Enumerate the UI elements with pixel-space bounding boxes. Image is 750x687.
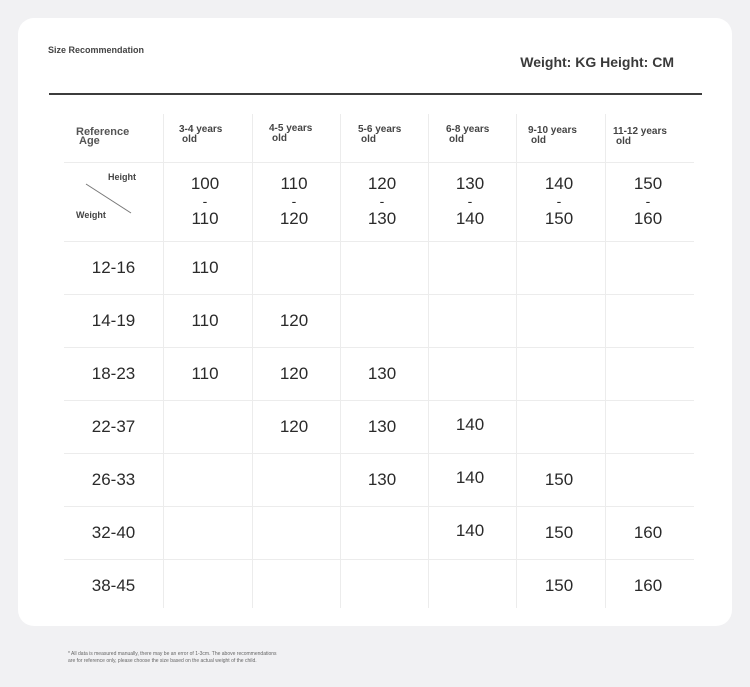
height-range-11-12: 150 - 160 xyxy=(633,174,663,228)
age-header-11-12: 11-12 years old xyxy=(613,126,667,147)
size-cell: 140 xyxy=(455,521,485,540)
size-cell: 110 xyxy=(191,364,219,383)
footnote-line-1: * All data is measured manually, there may be an error of 1-3cm. The above recommendations xyxy=(68,651,277,657)
size-cell: 150 xyxy=(544,576,574,595)
size-cell: 130 xyxy=(367,364,397,383)
age-header-9-10: 9-10 years old xyxy=(528,125,577,146)
size-cell: 110 xyxy=(191,311,219,330)
size-cell: 110 xyxy=(191,258,219,277)
size-cell: 130 xyxy=(367,417,397,436)
weight-axis-label: Weight xyxy=(76,210,106,220)
size-cell: 140 xyxy=(455,415,485,434)
age-header-4-5: 4-5 years old xyxy=(269,123,313,144)
reference-age-header xyxy=(76,128,129,146)
height-range-5-6: 120 - 130 xyxy=(367,174,397,228)
size-cell: 150 xyxy=(544,523,574,542)
weight-range-label: 14-19 xyxy=(91,311,136,330)
weight-range-label: 18-23 xyxy=(91,364,136,383)
size-cell: 130 xyxy=(367,470,397,489)
height-range-4-5: 110 - 120 xyxy=(279,174,309,228)
height-range-9-10: 140 - 150 xyxy=(544,174,574,228)
reference-label: Reference xyxy=(76,126,130,138)
weight-range-label: 32-40 xyxy=(91,523,136,542)
size-cell: 140 xyxy=(455,468,485,487)
units-label: Weight: KG Height: CM xyxy=(520,54,674,70)
footnote-line-2: are for reference only, please choose the size based on the actual weight of the child. xyxy=(68,658,257,664)
size-cell: 150 xyxy=(544,470,574,489)
size-cell: 120 xyxy=(279,311,309,330)
footnote xyxy=(68,651,348,665)
weight-range-label: 12-16 xyxy=(91,258,136,277)
height-axis-label: Height xyxy=(108,172,136,182)
header-divider xyxy=(49,93,702,95)
size-cell: 160 xyxy=(633,523,663,542)
size-cell: 120 xyxy=(279,417,309,436)
height-range-6-8: 130 - 140 xyxy=(455,174,485,228)
age-header-6-8: 6-8 years old xyxy=(446,124,490,145)
age-header-3-4: 3-4 years old xyxy=(179,124,223,145)
weight-range-label: 38-45 xyxy=(91,576,136,595)
size-table xyxy=(64,114,694,608)
weight-range-label: 26-33 xyxy=(91,470,136,489)
age-label: Age xyxy=(79,135,100,147)
height-range-3-4: 100 - 110 xyxy=(190,174,220,228)
size-cell: 160 xyxy=(633,576,663,595)
age-header-5-6: 5-6 years old xyxy=(358,124,402,145)
weight-range-label: 22-37 xyxy=(91,417,136,436)
size-cell: 120 xyxy=(279,364,309,383)
chart-title: Size Recommendation xyxy=(48,45,145,55)
